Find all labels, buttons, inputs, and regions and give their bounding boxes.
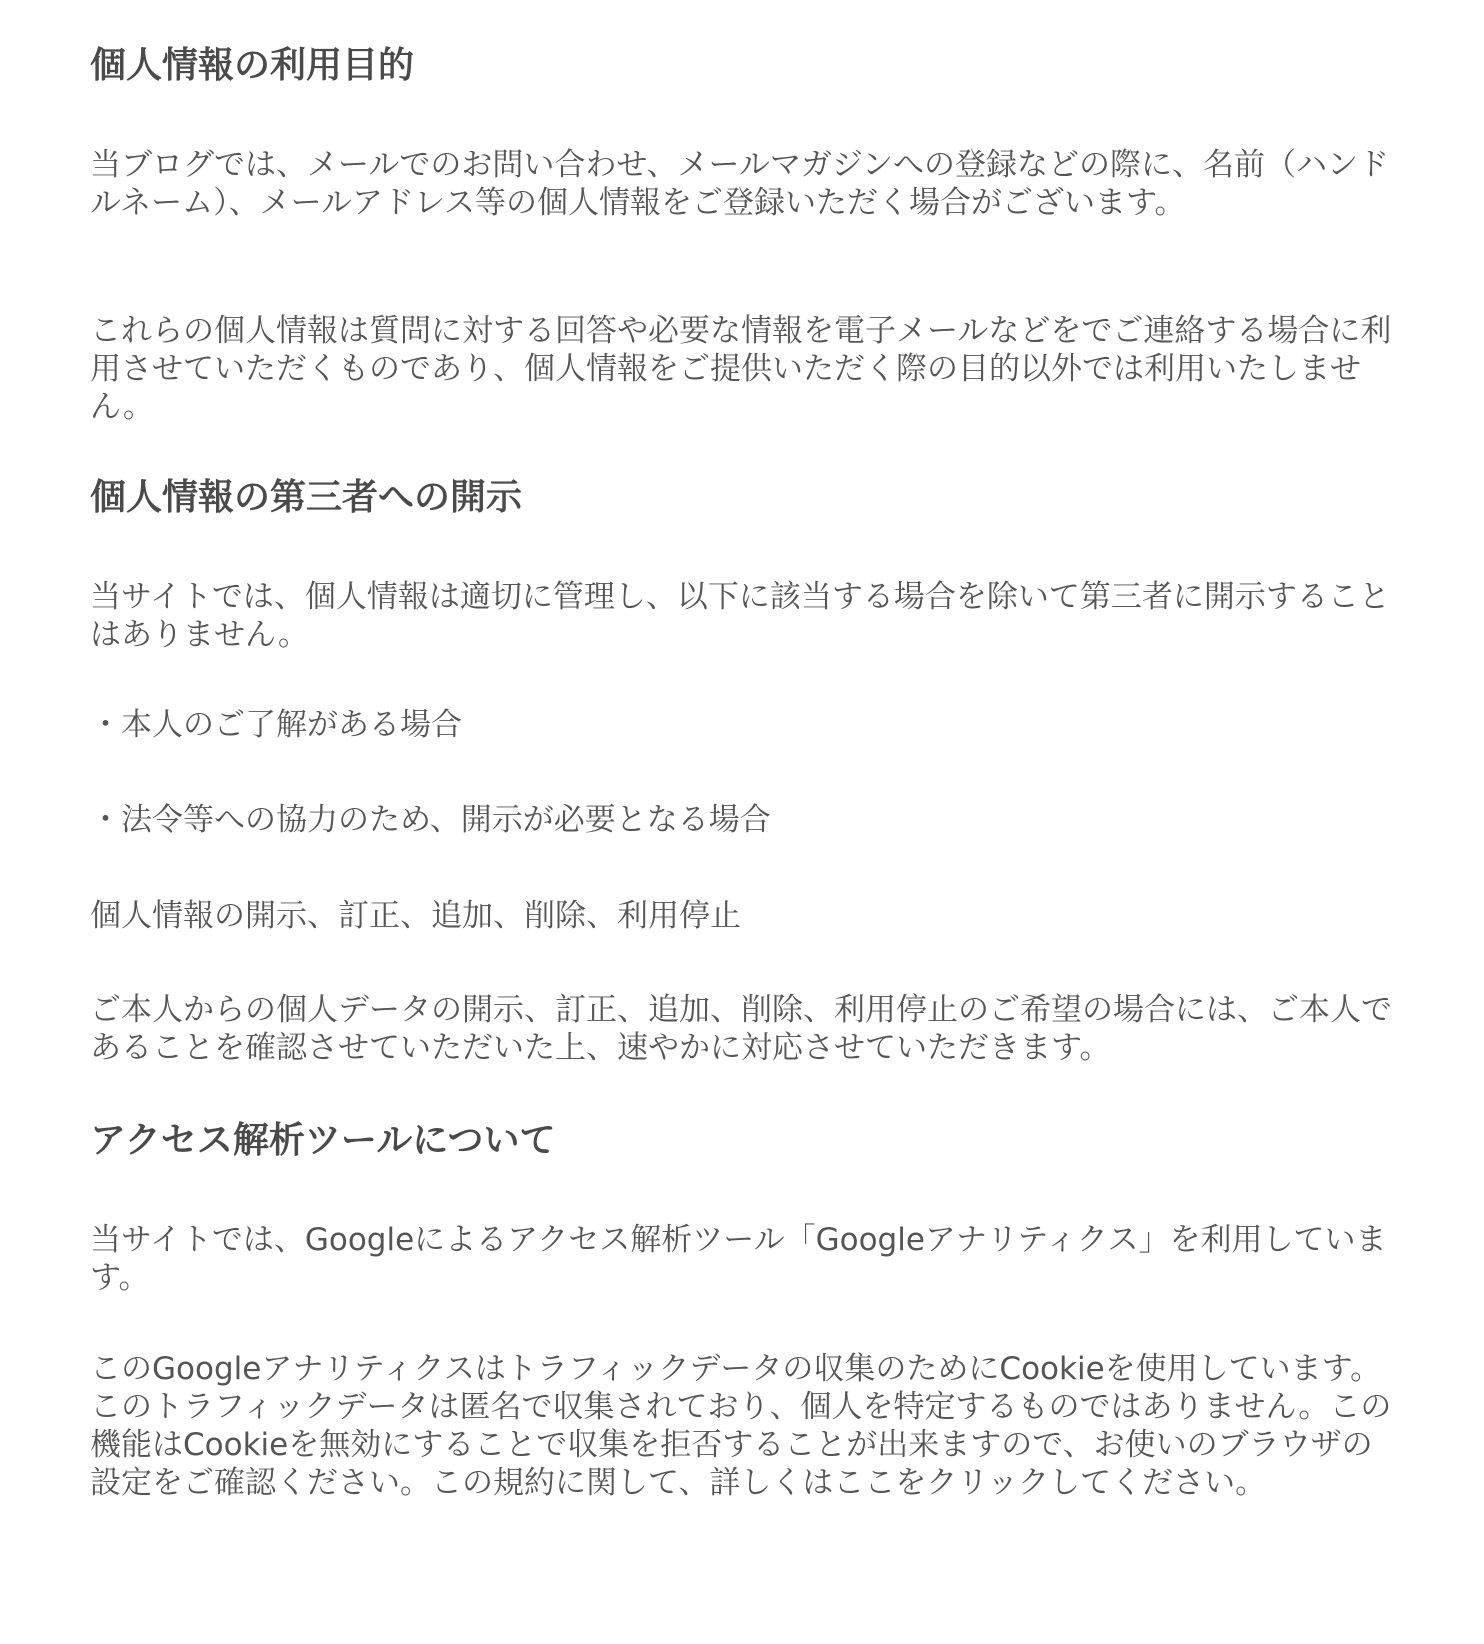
list-item-legal: ・法令等への協力のため、開示が必要となる場合 xyxy=(90,802,771,838)
paragraph-disclosure-request: ご本人からの個人データの開示、訂正、追加、削除、利用停止のご希望の場合には、ご本人であることを確認させていただいた上、速やかに対応させていただきます。 xyxy=(90,992,1392,1066)
list-item-consent: ・本人のご了解がある場合 xyxy=(90,707,462,743)
paragraph-analytics-usage: 当サイトでは、Googleによるアクセス解析ツール「Googleアナリティクス」を利用しています。 xyxy=(90,1222,1387,1296)
paragraph-purpose-registration: 当ブログでは、メールでのお問い合わせ、メールマガジンへの登録などの際に、名前（ハンドルネーム）、メールアドレス等の個人情報をご登録いただく場合がございます。 xyxy=(90,147,1390,221)
section-heading-purpose: 個人情報の利用目的 xyxy=(90,45,415,86)
section-heading-analytics: アクセス解析ツールについて xyxy=(90,1120,556,1161)
paragraph-analytics-cookie: このGoogleアナリティクスはトラフィックデータの収集のためにCookieを使用しています。このトラフィックデータは匿名で収集されており、個人を特定するものではありません。この機能はCookieを無効にすることで収集を拒否することが出来ますので、お使いのブラウザの設定をご確認ください。この規約に関して、詳しくはここをクリックしてください。 xyxy=(90,1351,1392,1501)
paragraph-disclosure-subtitle: 個人情報の開示、訂正、追加、削除、利用停止 xyxy=(90,898,741,934)
paragraph-purpose-usage: これらの個人情報は質問に対する回答や必要な情報を電子メールなどをでご連絡する場合に利用させていただくものであり、個人情報をご提供いただく際の目的以外では利用いたしません。 xyxy=(90,313,1392,425)
section-heading-disclosure: 個人情報の第三者への開示 xyxy=(90,477,523,518)
paragraph-disclosure-policy: 当サイトでは、個人情報は適切に管理し、以下に該当する場合を除いて第三者に開示することはありません。 xyxy=(90,579,1390,653)
